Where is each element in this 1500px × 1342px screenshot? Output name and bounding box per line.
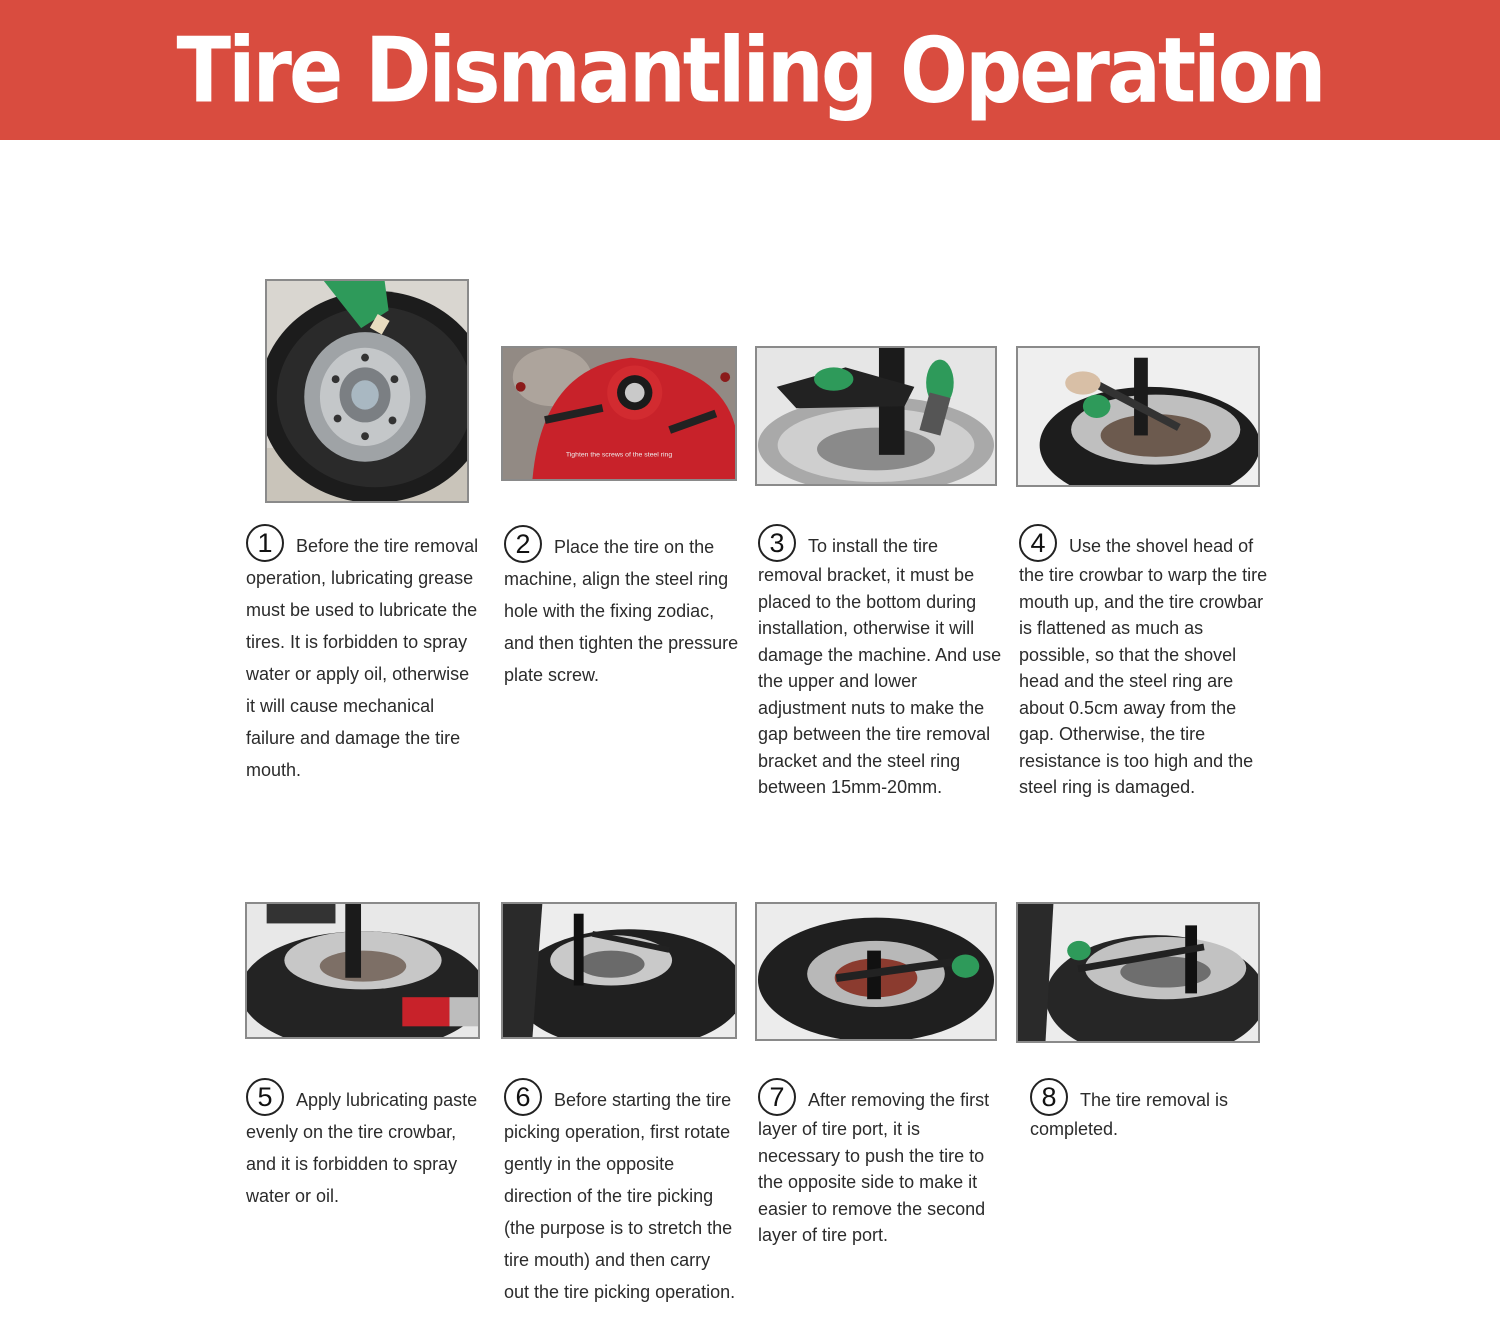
step-3-photo bbox=[755, 346, 997, 486]
page-title: Tire Dismantling Operation bbox=[176, 17, 1324, 123]
step-7 bbox=[758, 1082, 1004, 1249]
step-8-text: The tire removal is completed. bbox=[1030, 1089, 1229, 1139]
step-2-photo-caption: Tighten the screws of the steel ring bbox=[565, 451, 673, 459]
step-7-text: After removing the first layer of tire port, it is necessary to push the tire to the opposite side to make it easier to remove the second layer of tire port. bbox=[758, 1089, 990, 1245]
step-4 bbox=[1019, 528, 1275, 801]
step-6 bbox=[504, 1084, 740, 1308]
step-5-photo bbox=[245, 902, 480, 1039]
step-3-number: 3 bbox=[758, 524, 796, 562]
title-banner bbox=[0, 0, 1500, 140]
step-5-text: Apply lubricating paste evenly on the tire crowbar, and it is forbidden to spray water or oil. bbox=[246, 1090, 478, 1207]
step-8-photo bbox=[1016, 902, 1260, 1043]
step-5-number: 5 bbox=[246, 1078, 284, 1116]
step-2-text: Place the tire on the machine, align the steel ring hole with the fixing zodiac, and then tighten the pressure plate screw. bbox=[504, 537, 739, 686]
step-2 bbox=[504, 531, 740, 691]
step-4-text: Use the shovel head of the tire crowbar to warp the tire mouth up, and the tire crowbar is flattened as much as possible, so that the shovel head and the steel ring are about 0.5cm away from the gap. Otherwise, the tire resistance is too high and the steel ring is damaged. bbox=[1019, 535, 1268, 797]
step-3 bbox=[758, 528, 1002, 801]
step-2-number: 2 bbox=[504, 525, 542, 563]
step-7-photo bbox=[755, 902, 997, 1041]
step-1-number: 1 bbox=[246, 524, 284, 562]
step-6-photo bbox=[501, 902, 737, 1039]
step-5 bbox=[246, 1084, 482, 1212]
step-7-number: 7 bbox=[758, 1078, 796, 1116]
step-6-number: 6 bbox=[504, 1078, 542, 1116]
step-1 bbox=[246, 530, 482, 786]
step-3-text: To install the tire removal bracket, it must be placed to the bottom during installation, otherwise it will damage the machine. And use the upper and lower adjustment nuts to make the gap between the tire removal bracket and the steel ring between 15mm-20mm. bbox=[758, 535, 1002, 797]
step-4-photo bbox=[1016, 346, 1260, 487]
step-8 bbox=[1030, 1082, 1260, 1143]
step-4-number: 4 bbox=[1019, 524, 1057, 562]
step-2-photo bbox=[501, 346, 737, 481]
step-1-text: Before the tire removal operation, lubricating grease must be used to lubricate the tires. It is forbidden to spray water or apply oil, otherwise it will cause mechanical failure and damage the tire mouth. bbox=[246, 536, 479, 781]
step-1-photo bbox=[265, 279, 469, 503]
step-8-number: 8 bbox=[1030, 1078, 1068, 1116]
step-6-text: Before starting the tire picking operation, first rotate gently in the opposite direction of the tire picking (the purpose is to stretch the tire mouth) and then carry out the tire picking operation. bbox=[504, 1090, 736, 1303]
